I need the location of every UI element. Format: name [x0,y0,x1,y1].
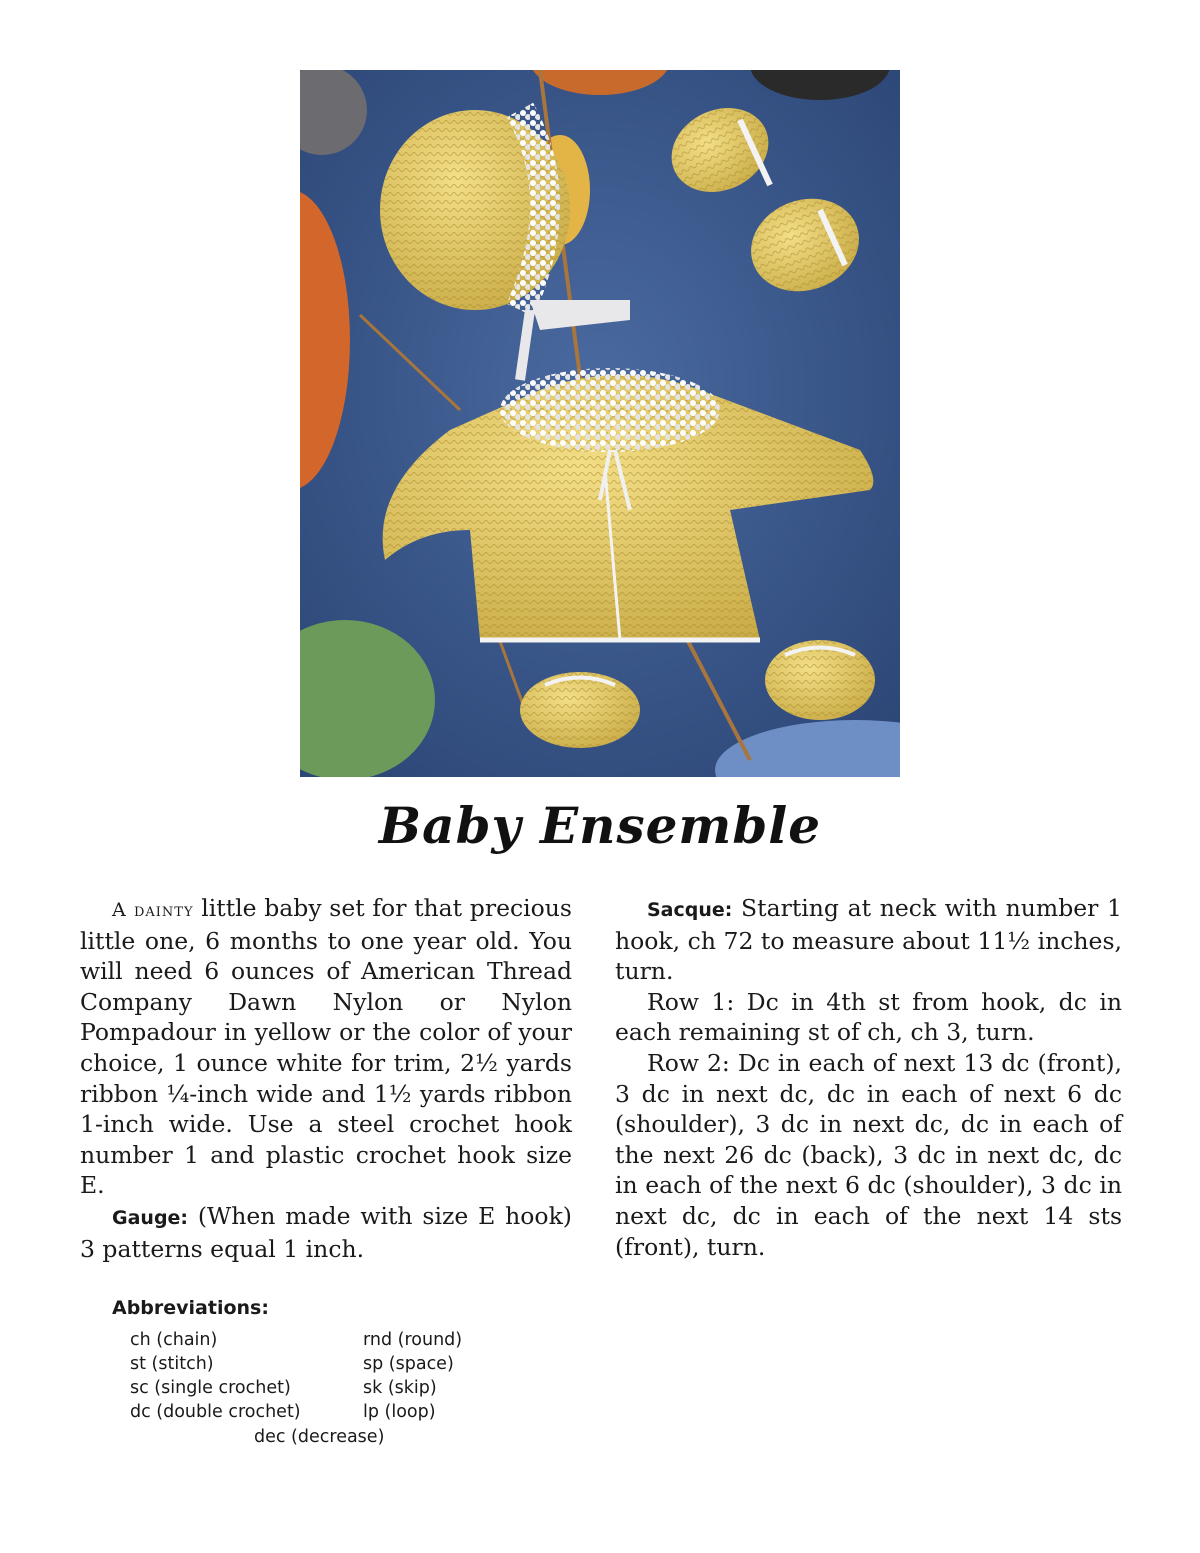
row-1-paragraph: Row 1: Dc in 4th st from hook, dc in each remaining st of ch, ch 3, turn. [615,987,1122,1047]
intro-text: little baby set for that precious little one, 6 months to one year old. You will need 6 ounces of American Thread Company Dawn Nylon or Nylon Pompadour in yellow or the color of your choice, 1 ounce white for trim, 2½ yards ribbon ¼-inch wide and 1½ yards ribbon 1-inch wide. Use a steel crochet hook number 1 and plastic crochet hook size E. [80,894,572,1200]
gauge-text: (When made with size E hook) 3 patterns equal 1 inch. [80,1201,572,1263]
abbreviation-item: rnd (round) [363,1330,463,1350]
sacque-paragraph [615,893,1122,987]
abbreviation-item: ch (chain) [130,1330,218,1350]
sacque-label: Sacque: [647,899,733,921]
abbreviation-item: sc (single crochet) [130,1378,291,1398]
gauge-paragraph [80,1201,572,1264]
abbreviation-item: dc (double crochet) [130,1402,301,1422]
gauge-label: Gauge: [112,1206,189,1229]
abbreviation-item: sk (skip) [363,1378,437,1398]
abbreviations-title: Abbreviations: [112,1297,269,1319]
intro-lead: A dainty [112,899,194,921]
row-2-paragraph: Row 2: Dc in each of next 13 dc (front), 3 dc in next dc, dc in each of next 6 dc (shoulder), 3 dc in next dc, dc in each of the next 26 dc (back), 3 dc in next dc, dc in each of the next 6 dc (shoulder), 3 dc in next dc, dc in each of the next 14 sts (front), turn. [615,1048,1122,1261]
product-photo [300,70,900,777]
abbreviation-item: dec (decrease) [254,1427,385,1447]
intro-paragraph [80,893,572,1201]
abbreviation-item: lp (loop) [363,1402,436,1422]
photo-illustration [300,70,900,777]
page-title: Baby Ensemble [378,796,822,855]
right-column [615,893,1122,1262]
abbreviation-item: st (stitch) [130,1354,214,1374]
sacque-text: Starting at neck with number 1 hook, ch 72 to measure about 11½ inches, turn. [615,894,1122,986]
abbreviation-item: sp (space) [363,1354,454,1374]
left-column [80,893,572,1264]
